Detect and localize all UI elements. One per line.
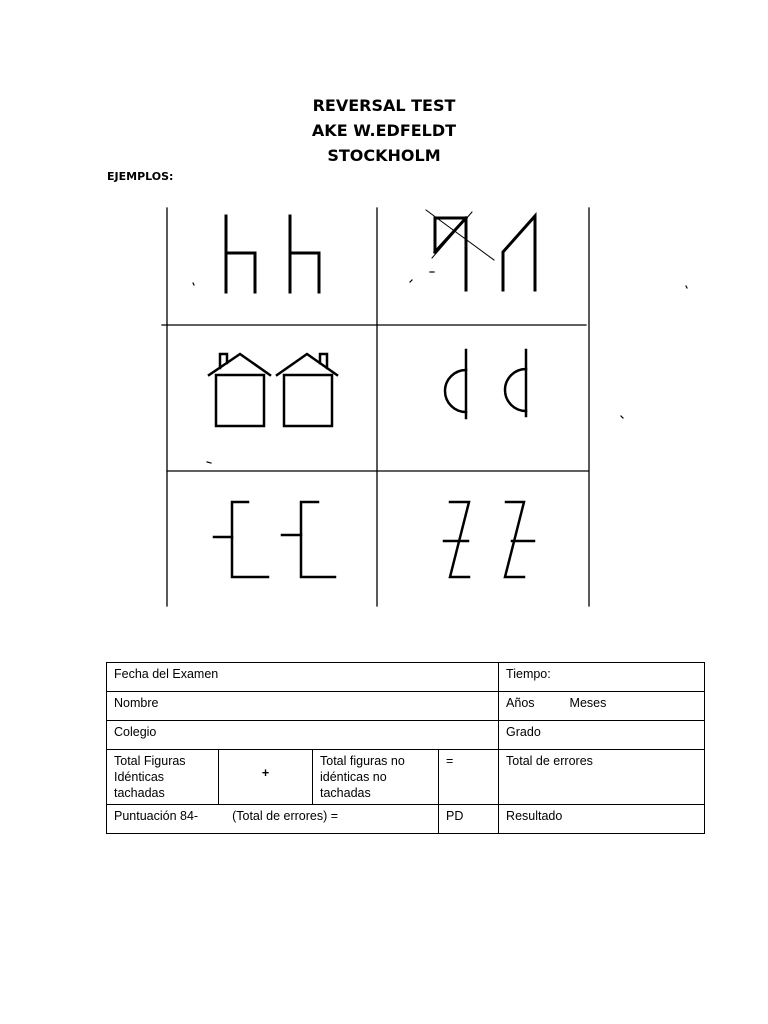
- title-line-2: AKE W.EDFELDT: [311, 121, 457, 140]
- halfcircle-arc: [505, 369, 526, 411]
- speck: [207, 462, 211, 463]
- speck: [621, 416, 623, 418]
- grado-cell[interactable]: Grado: [499, 721, 705, 750]
- total-no-identicas-line3: tachadas: [320, 786, 371, 800]
- z-shape: [505, 502, 524, 577]
- row-colegio: [107, 721, 705, 750]
- speck: [410, 280, 412, 282]
- title-line-3: STOCKHOLM: [327, 146, 441, 165]
- bracket-shape: [301, 502, 335, 577]
- row-puntuacion: [107, 805, 705, 834]
- figure-h-pair: [226, 216, 319, 292]
- plus-sign: +: [219, 750, 313, 805]
- equals-sign: =: [439, 750, 499, 805]
- tiempo-cell[interactable]: Tiempo:: [499, 663, 705, 692]
- anos-label: Años: [506, 696, 535, 710]
- exam-form-table: [106, 662, 705, 834]
- total-errores-paren: (Total de errores) =: [232, 809, 339, 823]
- fecha-cell[interactable]: Fecha del Examen: [107, 663, 499, 692]
- total-no-identicas-line2: idénticas no: [320, 770, 387, 784]
- puntuacion-cell[interactable]: [107, 805, 439, 834]
- house-roof: [209, 354, 270, 375]
- figure-n-diagonal: [435, 218, 466, 252]
- figure-z-pair: [444, 502, 534, 577]
- nombre-cell[interactable]: Nombre: [107, 692, 499, 721]
- figure-bracket-pair: [214, 502, 335, 577]
- title-line-1: REVERSAL TEST: [312, 96, 456, 115]
- total-identicas-cell[interactable]: [107, 750, 219, 805]
- figure-h-arch: [290, 253, 319, 292]
- bracket-shape: [232, 502, 268, 577]
- puntuacion-label: Puntuación 84-: [114, 809, 199, 823]
- total-identicas-line3: tachadas: [114, 786, 165, 800]
- total-no-identicas-line1: Total figuras no: [320, 754, 405, 768]
- z-shape: [450, 502, 469, 577]
- figure-n-reversed: [435, 218, 466, 290]
- edad-cell[interactable]: [499, 692, 705, 721]
- meses-label: Meses: [569, 696, 607, 710]
- house-body: [284, 375, 332, 426]
- speck: [193, 283, 194, 285]
- row-nombre: [107, 692, 705, 721]
- speck: [686, 286, 687, 288]
- row-fecha: [107, 663, 705, 692]
- pd-cell[interactable]: PD: [439, 805, 499, 834]
- house-body: [216, 375, 264, 426]
- scan-specks: [193, 272, 687, 463]
- figure-halfcircle-pair: [445, 350, 526, 418]
- total-no-identicas-cell[interactable]: [313, 750, 439, 805]
- figure-n-normal: [503, 216, 535, 290]
- figure-house-pair: [209, 354, 337, 426]
- halfcircle-arc: [445, 370, 466, 412]
- examples-label: EJEMPLOS:: [107, 170, 174, 183]
- colegio-cell[interactable]: Colegio: [107, 721, 499, 750]
- total-identicas-line2: Idénticas: [114, 770, 165, 784]
- row-totales: [107, 750, 705, 805]
- resultado-cell[interactable]: Resultado: [499, 805, 705, 834]
- total-errores-cell[interactable]: Total de errores: [499, 750, 705, 805]
- figure-h-arch: [226, 253, 255, 292]
- total-identicas-line1: Total Figuras: [114, 754, 186, 768]
